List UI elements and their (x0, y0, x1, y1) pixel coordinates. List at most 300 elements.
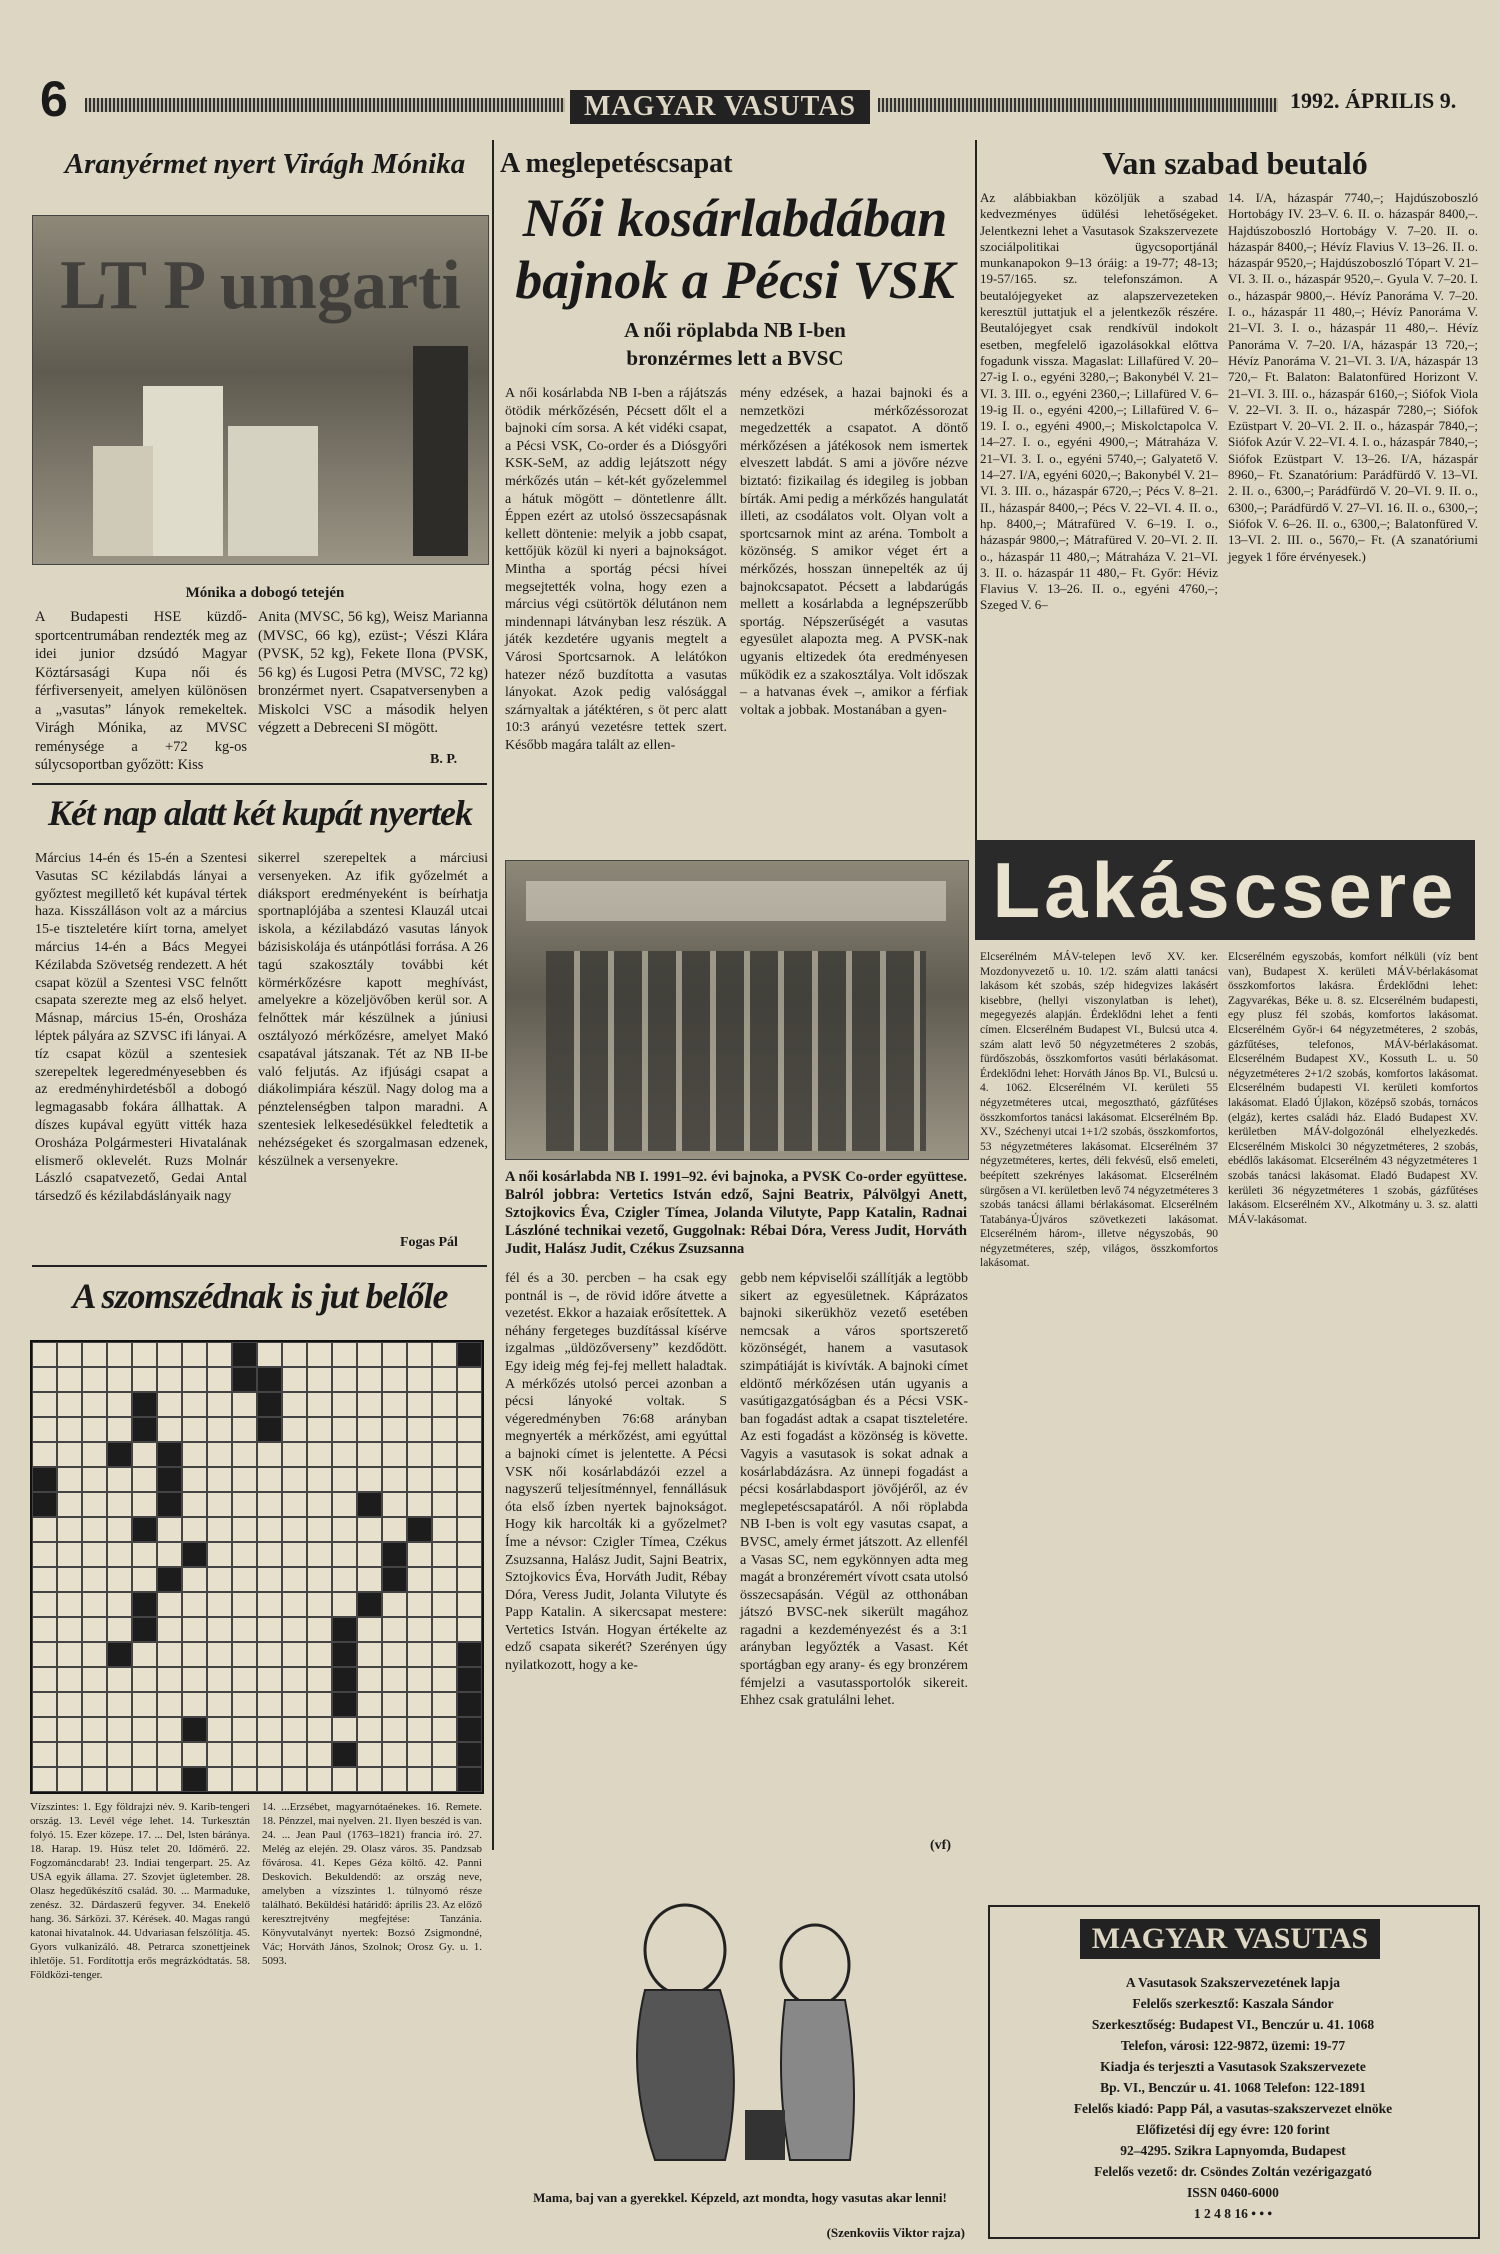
crossword-cell (107, 1667, 132, 1692)
crossword-cell (232, 1717, 257, 1742)
crossword-cell (57, 1517, 82, 1542)
article-text: 14. I/A, házaspár 7740,–; Hajdúszoboszló Hortobágy IV. 23–V. 6. II. o. házaspár 8400,–. Hajdúszoboszló Hortobágy V. 7–20. II. o. házaspár 8400,–; Hévíz Flavius V. 13–26. II. o. házaspár 9520,–; Hajdúszoboszló Tópart V. 21–VI. 3. II. o., házaspár 9520,–. Gyula V. 7–20. I. o., házaspár 9800,–. Hévíz Panoráma V. 7–20. I. o., házaspár 11 480,–; Hévíz Panoráma V. 21–VI. 3. I. o., házaspár 11 480,–. Hévíz Panoráma V. 7–20. I/A, házaspár 13 720,–; Hévíz Panoráma V. 21–VI. 3. I/A, házaspár 13 720,– Ft. Balaton: Balatonfüred Horizont V. 21–VI. 3. III. o., házaspár 6160,–; Siófok Viola V. 22–VI. 3. II. o., házaspár 7280,–; Siófok Ezüstpart V. 20–VI. 2. II. o., házaspár 7840,–; Siófok Azúr V. 22–VI. 4. I. o., házaspár 7840,–; Siófok Ezüstpart V. 13–26. I/A, házaspár 8960,– Ft. Szanatórium: Parádfürdő V. 13–VI. 2. II. o., 6300,–; Parádfürdő V. 20–VI. 9. II. o., 6300,–; Parádfürdő V. 27–VI. 16. II. o., 6300,–; Siófok V. 6–26. II. o., 6300,–; Balatonfüred V. 13–VI. 2. III. o., 5670,– Ft. (A szanatóriumi jegyek 1 főre érvényesek.) (1228, 190, 1478, 564)
article-title: Van szabad beutaló (1102, 145, 1368, 181)
crossword-cell (207, 1442, 232, 1467)
imprint-line: Felelős kiadó: Papp Pál, a vasutas-szakszervezet elnöke (1073, 2101, 1393, 2116)
crossword-cell (432, 1517, 457, 1542)
imprint-box (988, 1905, 1480, 2239)
crossword-cell (157, 1542, 182, 1567)
crossword-cell (357, 1742, 382, 1767)
header-rule-left (85, 98, 565, 112)
crossword-cell (382, 1592, 407, 1617)
crossword-cell (382, 1442, 407, 1467)
crossword-cell (207, 1417, 232, 1442)
crossword-cell (82, 1742, 107, 1767)
crossword-cell (232, 1742, 257, 1767)
crossword-cell (357, 1667, 382, 1692)
crossword-cell (332, 1417, 357, 1442)
crossword-cell (132, 1767, 157, 1792)
crossword-cell (107, 1367, 132, 1392)
crossword-cell (407, 1667, 432, 1692)
crossword-cell (207, 1642, 232, 1667)
crossword-cell (107, 1542, 132, 1567)
crossword-cell (332, 1392, 357, 1417)
crossword-cell (382, 1367, 407, 1392)
crossword-cell (57, 1367, 82, 1392)
crossword-cell (282, 1567, 307, 1592)
crossword-cell (132, 1717, 157, 1742)
crossword-cell (132, 1692, 157, 1717)
crossword-cell (32, 1767, 57, 1792)
crossword-cell (432, 1617, 457, 1642)
photo-caption: Mónika a dobogó tetején (185, 585, 345, 601)
crossword-cell (432, 1542, 457, 1567)
crossword-cell (182, 1567, 207, 1592)
crossword-cell (232, 1592, 257, 1617)
crossword-cell (232, 1667, 257, 1692)
crossword-cell (32, 1367, 57, 1392)
crossword-cell (457, 1367, 482, 1392)
imprint-line: Előfizetési díj egy évre: 120 forint (1136, 2122, 1330, 2137)
crossword-cell (232, 1467, 257, 1492)
crossword-cell (282, 1617, 307, 1642)
crossword-cell (307, 1692, 332, 1717)
crossword-cell (57, 1667, 82, 1692)
cartoon-drawing (505, 1870, 975, 2190)
crossword-cell (107, 1692, 132, 1717)
crossword-cell (457, 1492, 482, 1517)
crossword-cell (107, 1392, 132, 1417)
crossword-cell (82, 1692, 107, 1717)
crossword-cell (332, 1767, 357, 1792)
crossword-cell (382, 1667, 407, 1692)
crossword-cell (132, 1417, 157, 1442)
crossword-cell (57, 1392, 82, 1417)
crossword-cell (307, 1617, 332, 1642)
crossword-cell (382, 1617, 407, 1642)
crossword-cell (432, 1442, 457, 1467)
crossword-cell (157, 1592, 182, 1617)
crossword-cell (432, 1467, 457, 1492)
crossword-cell (157, 1492, 182, 1517)
judo-podium-photo: LT P umgarti (32, 215, 489, 565)
crossword-cell (407, 1592, 432, 1617)
crossword-cell (432, 1392, 457, 1417)
crossword-cell (32, 1742, 57, 1767)
crossword-clues: Vízszintes: 1. Egy földrajzi név. 9. Karib-tengeri ország. 13. Levél vége lehet. 14. Turkesztán folyó. 15. Ezer közepe. 17. ... Del, lsten báránya. 18. Harap. 19. Húsz telet 20. Időmérő. 22. Fogzománcdarab! 23. Indiai tengerpart. 25. Az USA egyik állama. 27. Szovjet ügletember. 28. Olasz hegedűkészítő család. 30. ... Marmaduke, zenész. 32. Dárdaszerű fegyver. 34. Enekelő hang. 36. Sárközi. 37. Kérések. 40. Magas rangú katonai hivatalnok. 44. Udvariasan felszólítja. 45. Gyors vulkanizáló. 48. Petrarca szonettjeinek ihletője. 51. Fordítottja erős megrázkódtatás. 58. Földközi-tenger. (30, 1801, 250, 1981)
header-rule-right (878, 98, 1278, 112)
crossword-cell (382, 1717, 407, 1742)
crossword-cell (282, 1742, 307, 1767)
crossword-cell (382, 1417, 407, 1442)
crossword-cell (282, 1517, 307, 1542)
crossword-cell (457, 1717, 482, 1742)
crossword-cell (282, 1467, 307, 1492)
crossword-cell (457, 1417, 482, 1442)
crossword-cell (82, 1667, 107, 1692)
crossword-cell (182, 1442, 207, 1467)
crossword-cell (82, 1417, 107, 1442)
crossword-cell (32, 1467, 57, 1492)
crossword-cell (407, 1442, 432, 1467)
crossword-grid (30, 1340, 484, 1794)
crossword-cell (382, 1342, 407, 1367)
crossword-cell (57, 1442, 82, 1467)
crossword-cell (307, 1742, 332, 1767)
column-rule (975, 140, 977, 930)
crossword-cell (182, 1392, 207, 1417)
crossword-cell (407, 1517, 432, 1542)
crossword-cell (257, 1342, 282, 1367)
crossword-cell (257, 1517, 282, 1542)
crossword-cell (82, 1592, 107, 1617)
crossword-cell (82, 1767, 107, 1792)
crossword-cell (107, 1492, 132, 1517)
crossword-cell (157, 1342, 182, 1367)
crossword-cell (457, 1742, 482, 1767)
crossword-cell (332, 1592, 357, 1617)
crossword-cell (232, 1392, 257, 1417)
crossword-cell (157, 1567, 182, 1592)
article-text: Március 14-én és 15-én a Szentesi Vasutas SC kézilabdás lányai a győztest megillető két kupával tértek haza. Kisszálláson volt az a március 15-e tiszteletére kiírt torna, amelyet március 14-én a Bács Megyei Kézilabda Szövetség rendezett. A hét csapat közül a Szentesi VSC felnőtt csapata szerezte meg az első helyet. Másnap, március 15-én, Orosháza léptek pályára az SZVSC ifi lányai. A tíz csapat közül a szentesiek szerepeltek legeredményesebben és az eredményhirdetésből a dobogó legmagasabb fokára állhattak. A díszes kupával együtt vitték haza Orosháza Polgármesteri Hivatalának elismerő oklevelét. Ruzs Molnár László csapatvezető, Gedai Antal társedző és kézilabdáslányaik nagy (35, 851, 247, 1205)
crossword-cell (232, 1567, 257, 1592)
crossword-cell (107, 1592, 132, 1617)
crossword-cell (282, 1642, 307, 1667)
crossword-cell (257, 1742, 282, 1767)
crossword-cell (307, 1417, 332, 1442)
crossword-cell (332, 1742, 357, 1767)
imprint-line: Felelős szerkesztő: Kaszala Sándor (1132, 1996, 1334, 2011)
crossword-cell (32, 1342, 57, 1367)
crossword-cell (282, 1367, 307, 1392)
crossword-cell (457, 1617, 482, 1642)
crossword-cell (257, 1417, 282, 1442)
article-text: mény edzések, a hazai bajnoki és a nemzetközi mérkőzéssorozat megedzették a csapatot. A döntő mérkőzésen a játékosok nem ismertek elveszett labdát. S ami a jövőre nézve biztató: fizikailag és idegileg is jobban bírták. Ami pedig a mérkőzés hangulatát illeti, az csodálatos volt. Olyan volt a sportcsarnok mint az aréna. Tombolt a közönség. S amikor véget ért a mérkőzés, hosszan ünnepelték az új bajnokcsapatot. Pécsett a labdarúgás mellett a kosárlabda a legnépszerűbb sportág. Népszerűségét a vasutas egyesület alapozta meg. A PVSK-nak ugyanis eltizedek óta eredményesen működik ez a szakosztálya. Volt időszak – a hatvanas évek –, amikor a férfiak voltak a jobbak. Mostanában a gyen- (740, 386, 968, 718)
crossword-cell (182, 1417, 207, 1442)
crossword-cell (457, 1592, 482, 1617)
crossword-cell (457, 1767, 482, 1792)
article-text: sikerrel szerepeltek a márciusi versenyeken. Az ifik győzelmét a diáksport eredményeként is beírhatja sportnaplójába a szentesi Klauzál utcai iskola, a kézilabdázó vasutas lányok bázisiskolája és utánpótlási forrása. A 26 tagú szakosztály további két körmérkőzésre kapott meghívást, amelyekre a közeljövőben kerül sor. A felnőttek már készülnek a júniusi osztályozó mérkőzésre, amelyet Makó csapatával játszanak. Tét az NB II-be való feljutás. Az ifjúsági csapat a diákolimpiára készül. Nagy dolog ma a pénztelenségben talpon maradni. A szentesiek lelkesedésükkel feledtetik a nehézségeket és szorgalmasan edzenek, készülnek a versenyekre. (258, 851, 488, 1169)
column-rule (492, 140, 494, 1850)
crossword-cell (257, 1642, 282, 1667)
crossword-cell (357, 1467, 382, 1492)
crossword-cell (57, 1467, 82, 1492)
crossword-cell (82, 1517, 107, 1542)
crossword-cell (182, 1492, 207, 1517)
crossword-cell (207, 1342, 232, 1367)
crossword-cell (232, 1342, 257, 1367)
crossword-cell (307, 1392, 332, 1417)
crossword-cell (332, 1567, 357, 1592)
crossword-cell (232, 1517, 257, 1542)
crossword-cell (432, 1667, 457, 1692)
article-text: Anita (MVSC, 56 kg), Weisz Marianna (MVSC, 66 kg), ezüst-; Vészi Klára (PVSK, 52 kg), Fekete Ilona (PVSK, 56 kg) és Lugosi Petra (MVSC, 72 kg) bronzérmet nyert. Csapatversenyben a Miskolci VSC a második helyen végzett a Debreceni SI mögött. (258, 609, 488, 736)
article-text: A női kosárlabda NB I-ben a rájátszás ötödik mérkőzésén, Pécsett dőlt el a bajnoki cím sorsa. A két vidéki csapat, a Pécsi VSK, Co-order és a Diósgyőri KSK-SeM, az addig lejátszott négy mérkőzés után – két-két győzelemmel a hátuk mögött – döntetlenre állt. Éppen ezért az utolsó összecsapásnak kellett döntenie: melyik a jobb csapat, kettőjük közül ki nyeri a bajnokságot. Mintha a sportág pécsi hívei megsejtették volna, hogy ezen a március végi csütörtök délutánon nem mindennapi látványban lesz részük. A játék kezdetére ugyanis megtelt a Városi Sportcsarnok. A lelátókon hatezer néző buzdította a vasutas lányokat. Azok pedig valósággal szárnyaltak a játéktéren, s öt perc alatt 10:3 arányú vezetésre tettek szert. Később magára talált az ellen- (505, 386, 727, 753)
crossword-cell (82, 1442, 107, 1467)
crossword-cell (232, 1367, 257, 1392)
crossword-cell (232, 1417, 257, 1442)
crossword-cell (32, 1617, 57, 1642)
imprint-line: 92–4295. Szikra Lapnyomda, Budapest (1120, 2143, 1346, 2158)
crossword-cell (432, 1692, 457, 1717)
article-text: fél és a 30. percben – ha csak egy pontnál is –, de rövid időre átvette a vezetést. Ekkor a hazaiak erősítettek. A néhány fergeteges buzdítással kísérve izgalmas „üldözőverseny” kezdődött. Egy ideig még fej-fej mellett haladtak. A mérkőzés utolsó percei azonban a pécsi lányoké voltak. S végeredményben 76:68 arányban megnyerték a mérkőzést, ami egyúttal a bajnoki címet is jelentette. A Pécsi VSK női kosárlabdázói ezzel a nagyszerű teljesítménnyel, fennállásuk óta első ízben nyertek bajnokságot. Hogy kik harcolták ki a győzelmet? Íme a névsor: Czigler Tímea, Czékus Zsuzsanna, Halász Judit, Sajni Beatrix, Sztojkovics Éva, Horváth Judit, Rébay Dóra, Veress Judit, Jolanta Vilutyte és Papp Katalin. A sikercsapat mestere: Vertetics István. Hogyan értékelte az edző csapata sikerét? Szerényen úgy nyilatkozott, hogy a ke- (505, 1271, 727, 1674)
crossword-cell (282, 1542, 307, 1567)
crossword-cell (182, 1692, 207, 1717)
crossword-cell (182, 1592, 207, 1617)
crossword-cell (82, 1542, 107, 1567)
crossword-cell (407, 1367, 432, 1392)
crossword-cell (182, 1342, 207, 1367)
crossword-cell (407, 1767, 432, 1792)
crossword-cell (132, 1617, 157, 1642)
crossword-cell (107, 1717, 132, 1742)
crossword-cell (207, 1492, 232, 1517)
crossword-cell (57, 1567, 82, 1592)
crossword-cell (407, 1467, 432, 1492)
crossword-cell (107, 1342, 132, 1367)
crossword-cell (232, 1692, 257, 1717)
crossword-cell (32, 1667, 57, 1692)
crossword-cell (232, 1642, 257, 1667)
crossword-cell (307, 1442, 332, 1467)
crossword-cell (57, 1692, 82, 1717)
crossword-cell (457, 1342, 482, 1367)
crossword-cell (82, 1342, 107, 1367)
crossword-cell (332, 1342, 357, 1367)
crossword-cell (107, 1567, 132, 1592)
crossword-cell (432, 1592, 457, 1617)
crossword-cell (407, 1417, 432, 1442)
crossword-cell (82, 1392, 107, 1417)
crossword-cell (457, 1517, 482, 1542)
crossword-cell (357, 1442, 382, 1467)
crossword-cell (432, 1717, 457, 1742)
crossword-cell (57, 1417, 82, 1442)
crossword-cell (357, 1342, 382, 1367)
crossword-cell (257, 1467, 282, 1492)
crossword-cell (82, 1492, 107, 1517)
article-title: Női kosárlabdában (522, 188, 948, 248)
crossword-cell (132, 1392, 157, 1417)
crossword-cell (407, 1692, 432, 1717)
crossword-cell (307, 1592, 332, 1617)
crossword-cell (282, 1342, 307, 1367)
crossword-cell (357, 1642, 382, 1667)
crossword-cell (57, 1717, 82, 1742)
crossword-cell (207, 1392, 232, 1417)
section-banner: Lakáscsere (975, 840, 1475, 940)
crossword-cell (32, 1542, 57, 1567)
crossword-cell (107, 1767, 132, 1792)
crossword-cell (157, 1767, 182, 1792)
crossword-cell (182, 1617, 207, 1642)
imprint-line: ISSN 0460-6000 (1187, 2185, 1279, 2200)
crossword-cell (332, 1492, 357, 1517)
crossword-cell (157, 1717, 182, 1742)
crossword-title: A szomszédnak is jut belőle (72, 1276, 448, 1316)
crossword-cell (157, 1667, 182, 1692)
crossword-cell (132, 1342, 157, 1367)
article-subtitle: A női röplabda NB I-ben (624, 318, 846, 342)
crossword-cell (82, 1642, 107, 1667)
crossword-cell (232, 1767, 257, 1792)
crossword-cell (257, 1667, 282, 1692)
article-title: Aranyérmet nyert Virágh Mónika (64, 148, 466, 180)
crossword-cell (232, 1442, 257, 1467)
cartoon-caption: Mama, baj van a gyerekkel. Képzeld, azt mondta, hogy vasutas akar lenni! (533, 2190, 947, 2205)
crossword-cell (307, 1767, 332, 1792)
crossword-cell (182, 1367, 207, 1392)
crossword-cell (107, 1467, 132, 1492)
crossword-cell (307, 1667, 332, 1692)
crossword-cell (207, 1467, 232, 1492)
crossword-cell (57, 1342, 82, 1367)
crossword-cell (107, 1617, 132, 1642)
crossword-cell (432, 1342, 457, 1367)
crossword-cell (357, 1767, 382, 1792)
crossword-cell (432, 1492, 457, 1517)
crossword-cell (32, 1492, 57, 1517)
crossword-cell (407, 1542, 432, 1567)
signature: (vf) (930, 1838, 951, 1853)
crossword-cell (357, 1392, 382, 1417)
crossword-cell (132, 1517, 157, 1542)
crossword-cell (382, 1517, 407, 1542)
imprint-line: Felelős vezető: dr. Csöndes Zoltán vezérigazgató (1094, 2164, 1372, 2179)
crossword-cell (307, 1467, 332, 1492)
crossword-cell (157, 1417, 182, 1442)
crossword-cell (407, 1617, 432, 1642)
crossword-cell (157, 1467, 182, 1492)
crossword-cell (207, 1567, 232, 1592)
crossword-cell (332, 1517, 357, 1542)
crossword-cell (132, 1567, 157, 1592)
crossword-cell (307, 1342, 332, 1367)
crossword-cell (257, 1767, 282, 1792)
crossword-cell (357, 1367, 382, 1392)
crossword-cell (182, 1467, 207, 1492)
imprint-masthead: MAGYAR VASUTAS (1080, 1919, 1380, 1959)
crossword-cell (457, 1692, 482, 1717)
article-text: A Budapesti HSE küzdő-sportcentrumában rendezték meg az idei junior dzsúdó Magyar Köztársasági Kupa női és férfiversenyeit, amelyen különösen a „vasutas” lányok remekeltek. Virágh Mónika, az MVSC reménysége a +72 kg-os súlycsoportban győzött: Kiss (35, 609, 247, 773)
crossword-cell (307, 1542, 332, 1567)
crossword-cell (257, 1442, 282, 1467)
crossword-cell (457, 1467, 482, 1492)
crossword-cell (382, 1492, 407, 1517)
crossword-cell (207, 1367, 232, 1392)
crossword-cell (407, 1567, 432, 1592)
crossword-cell (57, 1592, 82, 1617)
crossword-cell (157, 1617, 182, 1642)
crossword-cell (107, 1442, 132, 1467)
crossword-cell (357, 1592, 382, 1617)
crossword-cell (307, 1492, 332, 1517)
crossword-cell (207, 1542, 232, 1567)
crossword-cell (182, 1717, 207, 1742)
crossword-clues: 14. ...Erzsébet, magyarnótaénekes. 16. Remete. 18. Pénzzel, mai nyelven. 21. Ilyen beszéd is van. 24. ... Jean Paul (1763–1821) francia író. 27. Melég az elején. 29. Olasz város. 35. Pandzsab fővárosa. 41. Kepes Géza költő. 42. Panni Deskovich. Bekuldendő: az ország neve, amelyben a vízszintes 1. túlnyomó része található. Beküldési határidő: április 23. Az előző keresztrejtvény megfejtése: Tanzánia. Könyvutalványt nyertek: Bozsó Zsigmondné, Vác; Horváth János, Szolnok; Orosz Gy. u. 1. 5093. (262, 1801, 482, 1967)
crossword-cell (157, 1392, 182, 1417)
imprint-lines (1000, 1972, 1466, 2224)
crossword-cell (432, 1417, 457, 1442)
crossword-cell (32, 1392, 57, 1417)
crossword-cell (32, 1642, 57, 1667)
crossword-cell (407, 1742, 432, 1767)
crossword-cell (282, 1667, 307, 1692)
crossword-cell (207, 1692, 232, 1717)
crossword-cell (357, 1692, 382, 1717)
crossword-cell (157, 1367, 182, 1392)
crossword-cell (132, 1642, 157, 1667)
crossword-cell (307, 1642, 332, 1667)
crossword-cell (457, 1392, 482, 1417)
crossword-cell (157, 1692, 182, 1717)
crossword-cell (282, 1767, 307, 1792)
crossword-cell (107, 1417, 132, 1442)
crossword-cell (157, 1642, 182, 1667)
crossword-cell (182, 1642, 207, 1667)
crossword-cell (432, 1567, 457, 1592)
crossword-cell (407, 1392, 432, 1417)
crossword-cell (257, 1717, 282, 1742)
divider (32, 1265, 487, 1267)
imprint-line: Szerkesztőség: Budapest VI., Benczúr u. 41. 1068 (1091, 2017, 1375, 2032)
crossword-cell (257, 1592, 282, 1617)
article-title: bajnok a Pécsi VSK (515, 250, 955, 310)
crossword-cell (107, 1517, 132, 1542)
crossword-cell (382, 1542, 407, 1567)
crossword-cell (357, 1517, 382, 1542)
crossword-cell (157, 1442, 182, 1467)
page-number: 6 (40, 71, 68, 127)
crossword-cell (332, 1442, 357, 1467)
crossword-cell (332, 1667, 357, 1692)
imprint-line: 1 2 4 8 16 • • • (1193, 2206, 1273, 2221)
divider (32, 783, 487, 785)
masthead: MAGYAR VASUTAS (570, 90, 870, 124)
crossword-cell (282, 1417, 307, 1442)
crossword-cell (132, 1742, 157, 1767)
crossword-cell (207, 1717, 232, 1742)
crossword-cell (332, 1367, 357, 1392)
crossword-cell (207, 1767, 232, 1792)
crossword-cell (232, 1492, 257, 1517)
crossword-cell (132, 1492, 157, 1517)
crossword-cell (132, 1467, 157, 1492)
article-text: Az alábbiakban közöljük a szabad kedvezményes üdülési lehetőségeket. Jelentkezni lehet a Vasutasok Szakszervezete szociálpolitikai ügycsoportjánál munkanapokon 9–13 óráig: a 19-77; 48-13; 19-57/165. sz. telefonszámon. A beutalójegyeket az alapszervezeteken keresztül juttatjuk el a jelentkezők részére. Beutalójegyet csak rendkívül indokolt esetben, megfelelő igazolásokkal előttva fogadunk vissza. Magaslat: Lillafüred V. 20–27-ig I. o., egyéni 3280,–; Bakonybél V. 21–VI. 3. III. o., egyéni 2360,–; Lillafüred V. 6–19-ig II. o., egyéni 4200,–; Lillafüred V. 6–19. I. o., egyéni 4900,–; Miskolctapolca V. 14–27. I. o., egyéni 4900,–; Mátraháza V. 21–VI. 3. I. o., egyéni 5740,–; Galyatető V. 14–27. I/A, egyéni 6020,–; Bakonybél V. 21–VI. 3. III. o., házaspár 6720,–; Pécs V. 8–21. II., házaspár 8400,–; Pécs V. 22–VI. 4. II. o., hp. 8400,–; Mátrafüred V. 6–19. I. o., házaspár 9800,–; Mátrafüred V. 20–VI. 2. II. o., házaspár 11 480,–; Mátraháza V. 21–VI. 3. II. o. házaspár 11 480,– Ft. Győr: Héviz Flavius V. 13–26. II. o., egyéni 4760,–; Szeged V. 6– (980, 190, 1218, 613)
crossword-cell (207, 1667, 232, 1692)
crossword-cell (282, 1592, 307, 1617)
crossword-cell (157, 1517, 182, 1542)
article-subtitle: bronzérmes lett a BVSC (626, 346, 844, 370)
crossword-cell (457, 1667, 482, 1692)
signature: B. P. (430, 752, 458, 767)
imprint-line: A Vasutasok Szakszervezetének lapja (1125, 1975, 1341, 1990)
crossword-cell (257, 1567, 282, 1592)
imprint-line: Kiadja és terjeszti a Vasutasok Szakszervezete (1100, 2059, 1366, 2074)
crossword-cell (457, 1542, 482, 1567)
crossword-cell (332, 1692, 357, 1717)
crossword-cell (282, 1492, 307, 1517)
crossword-cell (32, 1417, 57, 1442)
crossword-cell (207, 1517, 232, 1542)
crossword-cell (82, 1617, 107, 1642)
article-title: Két nap alatt két kupát nyertek (48, 793, 472, 833)
crossword-cell (332, 1617, 357, 1642)
crossword-cell (257, 1617, 282, 1642)
crossword-cell (357, 1617, 382, 1642)
classified-text: Elcserélném egyszobás, komfort nélküli (víz bent van), Budapest X. kerületi MÁV-bérlakásomat összkomfortos lakásra. Érdeklődni lehet: Zagyvarékas, Béke u. 8. sz. Elcserélném budapesti, egy plusz fél szobás, komfortos lakásomat. Elcserélném Győr-i 64 négyzetméteres, 2 szobás, gázfűtéses, telefonos, MÁV-bérlakásomat. Elcserélném Budapest XV., Kossuth L. u. 50 négyzetméteres 2+1/2 szobás, komfortos lakásomat. Elcserélném budapesti VI. kerületi komfortos lakásomat. Eladó Újlakon, középső szobás, tornácos (elgáz), kertes családi ház. Eladó Budapest XV. kerületben MÁV-dolgozónál elhelyezkedés. Elcserélném Miskolci 30 négyzetméteres, 2 szobás, ebédlős lakásomat. Elcserélném 43 négyzetméteres 1 szobás tanácsi lakásomat. Eladó Budapest XV. kerületi 36 négyzetméteres 1 szobás, gázfűtéses lakásom. Elcserélném XV., Alkotmány u. 3. sz. alatti MÁV-lakásomat. (1228, 951, 1478, 1226)
imprint-line: Telefon, városi: 122-9872, üzemi: 19-77 (1120, 2038, 1346, 2053)
